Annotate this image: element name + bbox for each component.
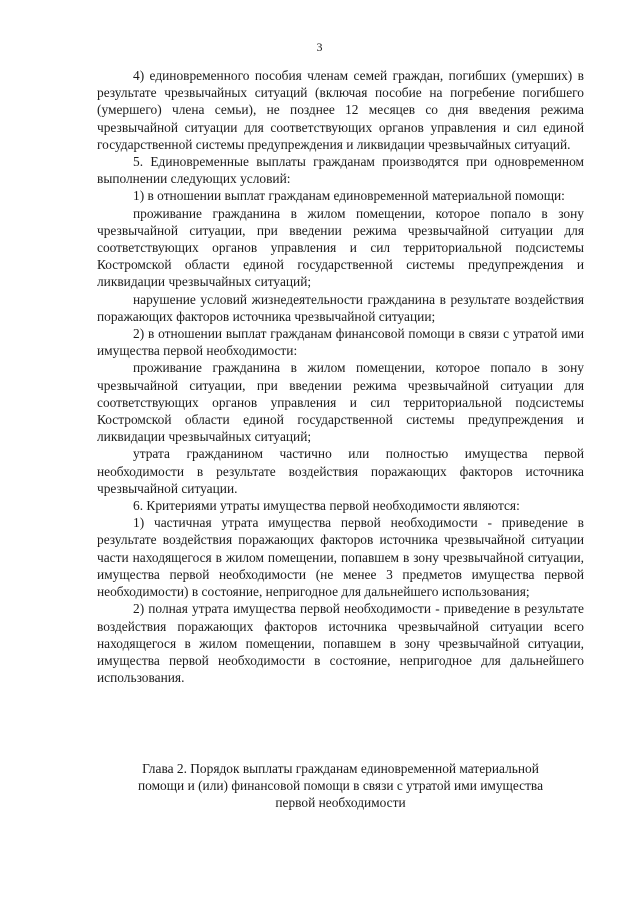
paragraph-item-4-benefit: 4) единовременного пособия членам семей граждан, погибших (умерших) в результате чрезвычайных ситуаций (включая пособие на погребение погибшего (умершего) члена семьи), не позднее 12 месяцев со дня введения режима чрезвычайной ситуации для соответствующих органов управления и сил единой государственной системы предупреждения и ликвидации чрезвычайных ситуаций. [97,68,584,152]
paragraph-condition-property-loss: утрата гражданином частично или полностью имущества первой необходимости в результате воздействия поражающих факторов источника чрезвычайной ситуации. [97,446,584,496]
chapter-heading [97,760,584,812]
chapter-heading-line: помощи и (или) финансовой помощи в связи с утратой ими имущества [137,778,544,794]
chapter-heading-line: Глава 2. Порядок выплаты гражданам единовременной материальной [142,761,539,776]
paragraph-subclause-2: 2) в отношении выплат гражданам финансовой помощи в связи с утратой ими имущества первой необходимости: [97,326,584,359]
paragraph-condition-life-disruption: нарушение условий жизнедеятельности гражданина в результате воздействия поражающих факторов источника чрезвычайной ситуации; [97,291,584,324]
chapter-heading-line: первой необходимости [275,795,406,811]
paragraph-clause-6: 6. Критериями утраты имущества первой необходимости являются: [133,498,520,514]
paragraph-condition-residence: проживание гражданина в жилом помещении, которое попало в зону чрезвычайной ситуации, при введении режима чрезвычайной ситуации для соответствующих органов управления и сил территориальной подсистемы Костромской области единой государственной системы предупреждения и ликвидации чрезвычайных ситуаций; [97,205,584,290]
paragraph-subclause-1: 1) в отношении выплат гражданам единовременной материальной помощи: [133,188,565,204]
paragraph-condition-residence-2: проживание гражданина в жилом помещении, которое попало в зону чрезвычайной ситуации, при введении режима чрезвычайной ситуации для соответствующих органов управления и сил территориальной подсистемы Костромской области единой государственной системы предупреждения и ликвидации чрезвычайных ситуаций; [97,360,584,445]
paragraph-clause-5: 5. Единовременные выплаты гражданам производятся при одновременном выполнении следующих условий: [97,154,584,187]
document-body [97,67,584,686]
paragraph-full-loss: 2) полная утрата имущества первой необходимости - приведение в результате воздействия поражающих факторов источника чрезвычайной ситуации всего находящегося в жилом помещении, попавшем в зону чрезвычайной ситуации, имущества первой необходимости в состояние, непригодное для дальнейшего использования. [97,601,584,686]
page-number: 3 [316,40,323,54]
paragraph-partial-loss: 1) частичная утрата имущества первой необходимости - приведение в результате воздействия поражающих факторов источника чрезвычайной ситуации части находящегося в жилом помещении, попавшем в зону чрезвычайной ситуации, имущества первой необходимости (не менее 3 предметов имущества первой необходимости) в состояние, непригодное для дальнейшего использования; [97,515,584,600]
